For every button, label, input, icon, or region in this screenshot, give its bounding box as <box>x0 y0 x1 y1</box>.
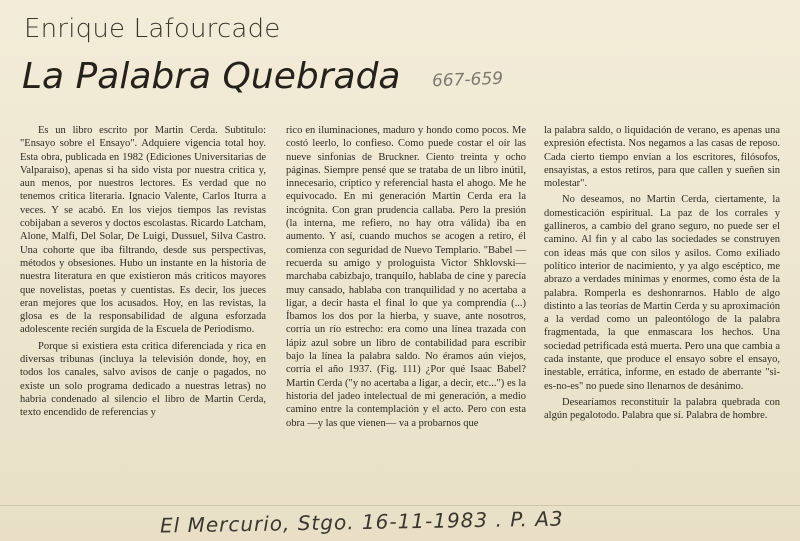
article-column-3 <box>544 124 780 426</box>
paragraph: Porque si existiera esta critica diferenciada y rica en diversas tribunas (incluya la televisión donde, hoy, en todos los canales, salvo avisos de canje o pagados, no existe un solo programa dedicado a nuestras letras) no habria condenado al silencio el libro de Martin Cerda, texto encendido de referencias y <box>20 340 266 419</box>
paragraph: Es un libro escrito por Martin Cerda. Subtitulo: "Ensayo sobre el Ensayo". Adquiere vigencia total hoy. Esta obra, publicada en 1982 (Ediciones Universitarias de Valparaiso), apenas si ha sido vista por nuestra critica y, aun menos, por nuestros lectores. Es verdad que no tenemos critica literaria. Ignacio Valente, Carlos Iturra a veces. Y se acabó. En los viejos tiempos las revistas cobijaban a severos y doctos escolastas. Ricardo Latcham, Alone, Malfi, Del Solar, De Luigi, Dussuel, Silva Castro. Una cohorte que iba filtrando, desde sus perspectivas, métodos y obsesiones. Hubo un instante en la historia de nuestra literatura en que existieron más criticos mayores que novelistas, poetas y cuentistas. Es decir, los jueces eran mejores que los acusados. Hoy, en las revistas, la glosa es de la responsabilidad de alguna esforzada adolescente recién surgida de la Escuela de Periodismo. <box>20 125 266 336</box>
article-column-2 <box>286 124 526 433</box>
clipping-bottom-edge <box>0 505 800 506</box>
paragraph: rico en iluminaciones, maduro y hondo como pocos. Me costó leerlo, lo confieso. Como puede costar el oír las nueve sinfonias de Bruckner. Ciento treinta y ocho páginas. Siempre pensé que se trataba de un libro inútil, innecesario, críptico y referencial hasta el ahogo. Me he equivocado. En mi generación Martin Cerda era la incógnita. Con gran prudencia callaba. Pero la presión (la interna, me refiero, no hay otra válida) iba en aumento. Y así, cuando muchos se acogen a retiro, él comienza con seguridad de Nuevo Templario. "Babel —recuerda su amigo y prologuista Victor Shklovski— marchaba cabizbajo, tranquilo, hablaba de cine y parecía muy cansado, hablaba con tranquilidad y no acertaba a ligar, a decir hasta el final lo que ya comprendía (...) Íbamos los dos por la hierba, y suave, ante nosotros, corría un río estrecho: era como una línea trazada con lápiz azul sobre un libro de contabilidad para escribir bajo la línea la palabra saldo. No éramos aún viejos, corría el año 1937. (Fig. 111) ¿Por qué Isaac Babel? Martin Cerda ("y no acertaba a ligar, a decir, etc...") es la historia del jadeo intelectual de mi generación, a medio camino entre la contemplación y el acto. Pero con esta obra —y las que vienen— va a probarnos que <box>286 125 526 429</box>
handwritten-page-range: 667-659 <box>431 68 504 92</box>
article-author: Enrique Lafourcade <box>24 14 281 44</box>
paragraph: No deseamos, no Martin Cerda, ciertamente, la domesticación espiritual. La paz de los corrales y gallineros, a cambio del grano seguro, no puede ser el camino. Al fin y al cabo las sociedades se construyen con ideas más que con silos y asilos. Como exiliado político interior de nacimiento, y ya algo escéptico, me abrazo a verdades mínimas y enormes, como ésta de la palabra. Romperla es deshonrarnos. Hablo de algo distinto a las teorías de Martin Cerda y su aproximación a la verdad como un paleontólogo de la palabra fragmentada, la que enmascara los hechos. Una sociedad petrificada está muerta. Pero una que cambia a cada instante, que produce el ensayo sobre el ensayo, inestable, errática, informe, en estado de aberrante "si-es-no-es" no puede sino llenarnos de desánimo. <box>544 194 780 392</box>
article-title: La Palabra Quebrada <box>22 56 401 97</box>
handwritten-source-note: El Mercurio, Stgo. 16-11-1983 . P. A3 <box>159 506 564 538</box>
article-column-1 <box>20 124 266 423</box>
paragraph: Desearíamos reconstituir la palabra quebrada con algún pegalotodo. Palabra que sí. Palabra de hombre. <box>544 396 780 422</box>
paragraph: la palabra saldo, o liquidación de verano, es apenas una expresión efectista. Nos negamos a las casas de reposo. Cada cierto tiempo envían a los escritores, filósofos, ensayistas, a estos retiros, para que callen y sueñen sin molestar". <box>544 125 780 190</box>
